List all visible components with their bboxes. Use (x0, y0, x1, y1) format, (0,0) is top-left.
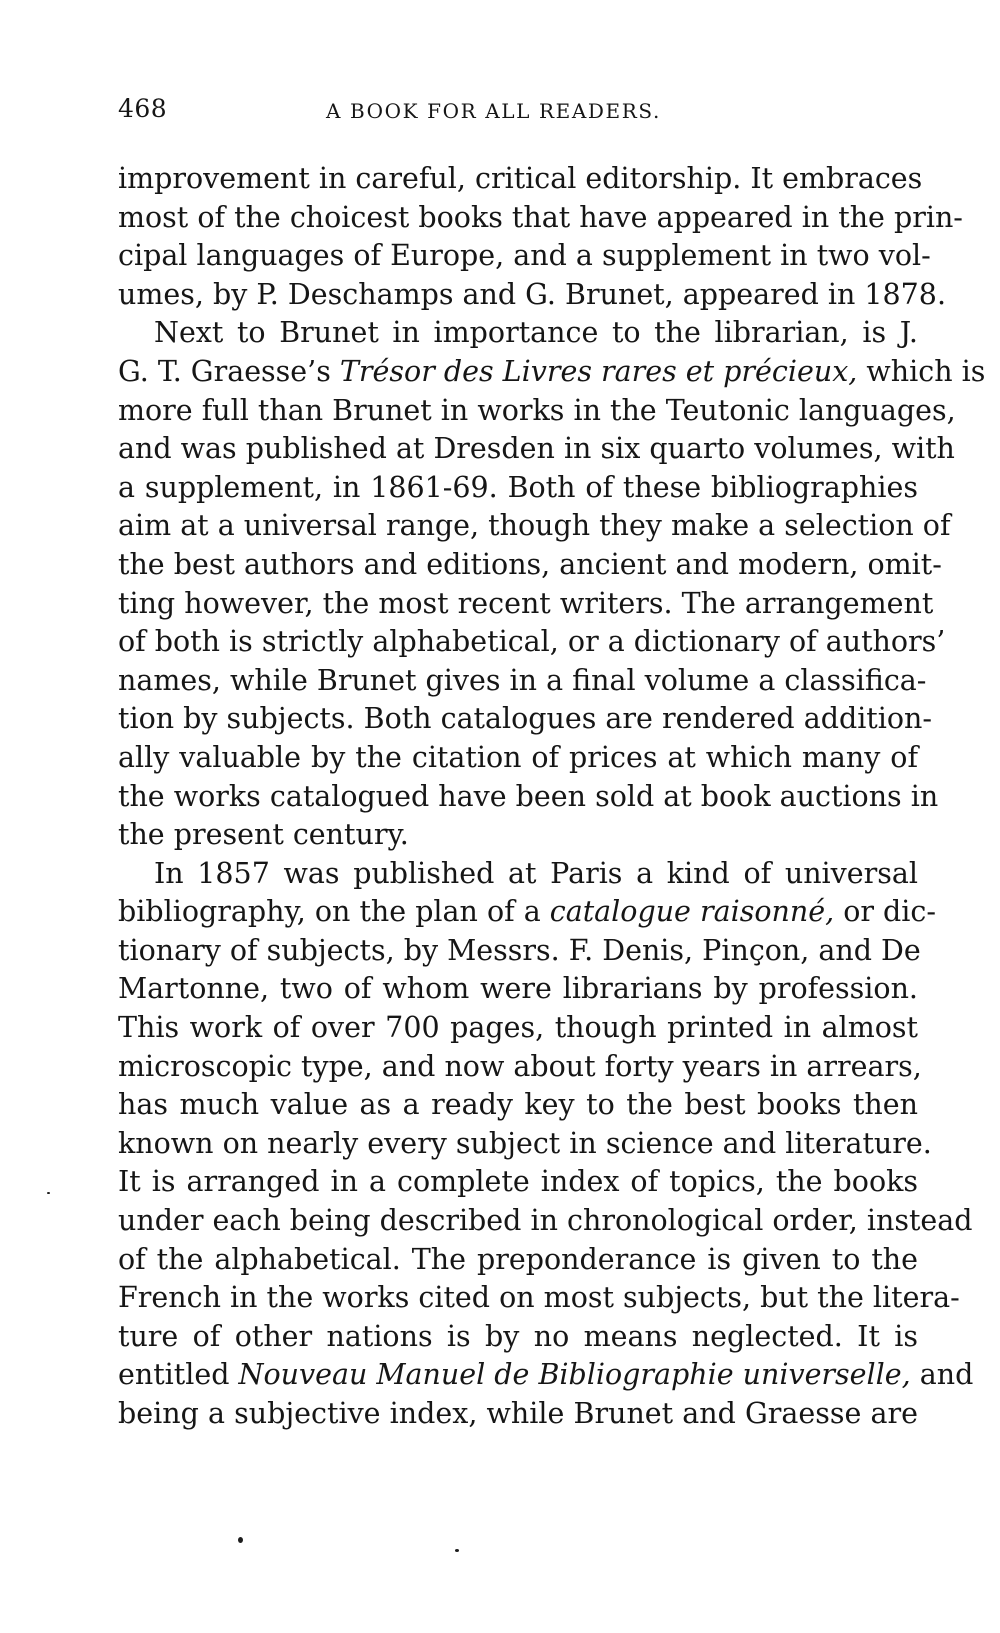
text-line: a supplement, in 1861-69. Both of these bibliographies (118, 470, 918, 504)
ink-speck (47, 1192, 50, 1194)
page-number: 468 (118, 94, 168, 123)
text-line: under each being described in chronological order, instead (118, 1204, 973, 1238)
book-title-italic: Nouveau Manuel de Bibliographie universelle, (238, 1358, 911, 1392)
text-line (118, 353, 986, 392)
text-line: of the alphabetical. The preponderance is given to the (118, 1242, 918, 1276)
text-line: cipal languages of Europe, and a supplement in two vol- (118, 239, 931, 273)
text-run: bibliography, on the plan of a (118, 895, 550, 929)
text-line: umes, by P. Deschamps and G. Brunet, appeared in 1878. (118, 277, 947, 311)
text-line: ture of other nations is by no means neglected. It is (118, 1319, 918, 1353)
text-line: the works catalogued have been sold at book auctions in (118, 779, 939, 813)
body-text (118, 160, 986, 1560)
page-header (118, 94, 918, 134)
text-line: tionary of subjects, by Messrs. F. Denis, Pinçon, and De (118, 933, 921, 967)
text-line: has much value as a ready key to the best books then (118, 1088, 918, 1122)
text-line: the present century. (118, 818, 409, 852)
text-line: French in the works cited on most subjects, but the litera- (118, 1281, 960, 1315)
text-line: names, while Brunet gives in a final volume a classifica- (118, 663, 927, 697)
text-line (118, 1356, 974, 1395)
text-line: microscopic type, and now about forty years in arrears, (118, 1049, 922, 1083)
ink-speck (238, 1537, 243, 1543)
book-title-italic: Trésor des Livres rares et précieux, (339, 354, 858, 388)
text-run: which is (857, 354, 986, 388)
text-line: aim at a universal range, though they make a selection of (118, 509, 951, 543)
text-line: tion by subjects. Both catalogues are rendered addition- (118, 702, 933, 736)
text-line: the best authors and editions, ancient and modern, omit- (118, 547, 942, 581)
text-line: being a subjective index, while Brunet and Graesse are (118, 1397, 918, 1430)
text-line: Next to Brunet in importance to the librarian, is J. (154, 316, 918, 350)
text-line: In 1857 was published at Paris a kind of universal (154, 856, 918, 890)
text-line: ally valuable by the citation of prices at which many of (118, 740, 918, 774)
ink-speck (455, 1549, 459, 1552)
text-run: and (910, 1358, 974, 1392)
text-run: or dic- (834, 895, 936, 929)
text-run: entitled (118, 1358, 239, 1392)
text-line: of both is strictly alphabetical, or a dictionary of authors’ (118, 625, 946, 659)
text-line: It is arranged in a complete index of topics, the books (118, 1165, 918, 1199)
text-line: improvement in careful, critical editorship. It embraces (118, 162, 923, 195)
text-line: known on nearly every subject in science and literature. (118, 1126, 932, 1160)
book-title-italic: catalogue raisonné, (549, 895, 835, 929)
text-line: This work of over 700 pages, though printed in almost (118, 1011, 918, 1045)
text-line: ting however, the most recent writers. The arrangement (118, 586, 934, 620)
running-head: A BOOK FOR ALL READERS. (326, 99, 661, 123)
text-run: G. T. Graesse’s (118, 354, 340, 388)
text-line (118, 893, 936, 932)
text-line: more full than Brunet in works in the Teutonic languages, (118, 393, 956, 427)
text-line: and was published at Dresden in six quarto volumes, with (118, 432, 955, 466)
text-line: most of the choicest books that have appeared in the prin- (118, 200, 963, 234)
text-line: Martonne, two of whom were librarians by profession. (118, 972, 918, 1006)
